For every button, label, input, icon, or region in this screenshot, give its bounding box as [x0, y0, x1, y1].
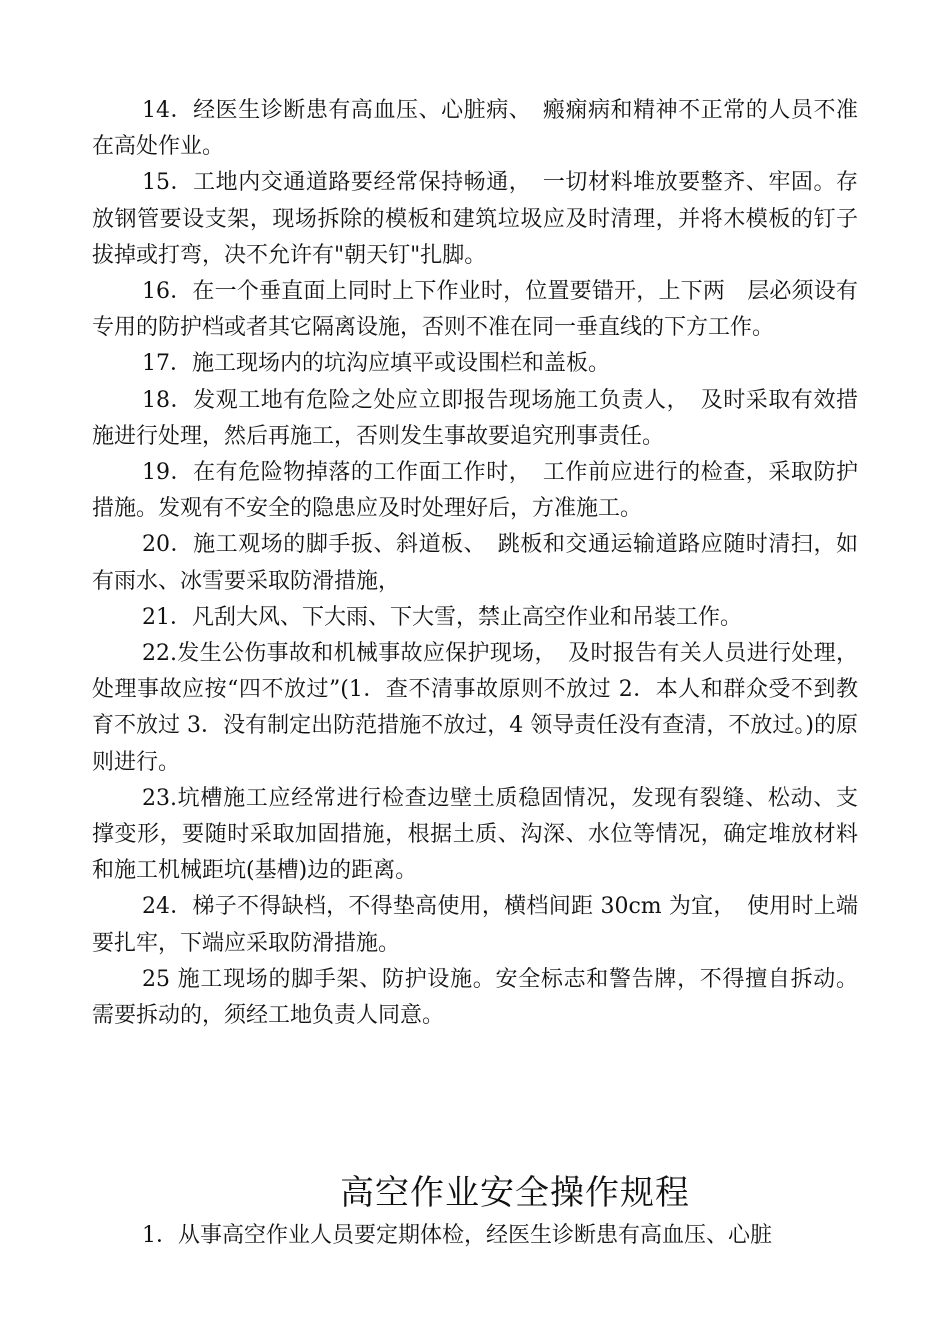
paragraph-21: 21．凡刮大风、下大雨、下大雪，禁止高空作业和吊装工作。: [142, 604, 742, 630]
section-paragraph-1: 1．从事高空作业人员要定期体检，经医生诊断患有高血压、心脏: [142, 1223, 772, 1248]
paragraph-22: 22.发生公伤事故和机械事故应保护现场， 及时报告有关人员进行处理，处理事故应按“四不放过”(1．查不清事故原则不放过 2．本人和群众受不到教育不放过 3．没有制定出防范措施不放过，4 领导责任没有查清，不放过。)的原则进行。: [92, 641, 858, 775]
paragraph-14: 14．经医生诊断患有高血压、心脏病、 瘢痫病和精神不正常的人员不准在高处作业。: [92, 98, 858, 160]
section-body: [92, 1218, 858, 1254]
paragraph-16: 16．在一个垂直面上同时上下作业时，位置要错开，上下两 层必须设有专用的防护档或者其它隔离设施，否则不准在同一垂直线的下方工作。: [92, 279, 858, 341]
section-title: 高空作业安全操作规程: [340, 1173, 690, 1213]
paragraph-19: 19．在有危险物掉落的工作面工作时， 工作前应进行的检查，采取防护措施。发观有不安全的隐患应及时处理好后，方准施工。: [92, 460, 858, 522]
document-body: [92, 93, 858, 1034]
paragraph-20: 20．施工观场的脚手扳、斜道板、 跳板和交通运输道路应随时清扫，如有雨水、冰雪要采取防滑措施，: [92, 532, 858, 594]
paragraph-15: 15．工地内交通道路要经常保持畅通， 一切材料堆放要整齐、牢固。存放钢管要设支架，现场拆除的模板和建筑垃圾应及时清理，并将木模板的钉子拔掉或打弯，决不允许有"朝天钉"扎脚。: [92, 170, 858, 268]
paragraph-17: 17．施工现场内的坑沟应填平或设围栏和盖板。: [142, 351, 610, 377]
paragraph-25: 25 施工现场的脚手架、防护设施。安全标志和警告牌，不得擅自拆动。需要拆动的，须经工地负责人同意。: [92, 966, 858, 1029]
paragraph-24: 24．梯子不得缺档，不得垫高使用，横档间距 30cm 为宜， 使用时上端要扎牢，下端应采取防滑措施。: [92, 894, 858, 956]
paragraph-18: 18．发观工地有危险之处应立即报告现场施工负责人， 及时采取有效措施进行处理，然后再施工，否则发生事故要追究刑事责任。: [92, 387, 858, 449]
paragraph-23: 23.坑槽施工应经常进行检查边壁土质稳固情况，发现有裂缝、松动、支撑变形，要随时采取加固措施，根据土质、沟深、水位等情况，确定堆放材料和施工机械距坑(基槽)边的距离。: [92, 785, 858, 884]
